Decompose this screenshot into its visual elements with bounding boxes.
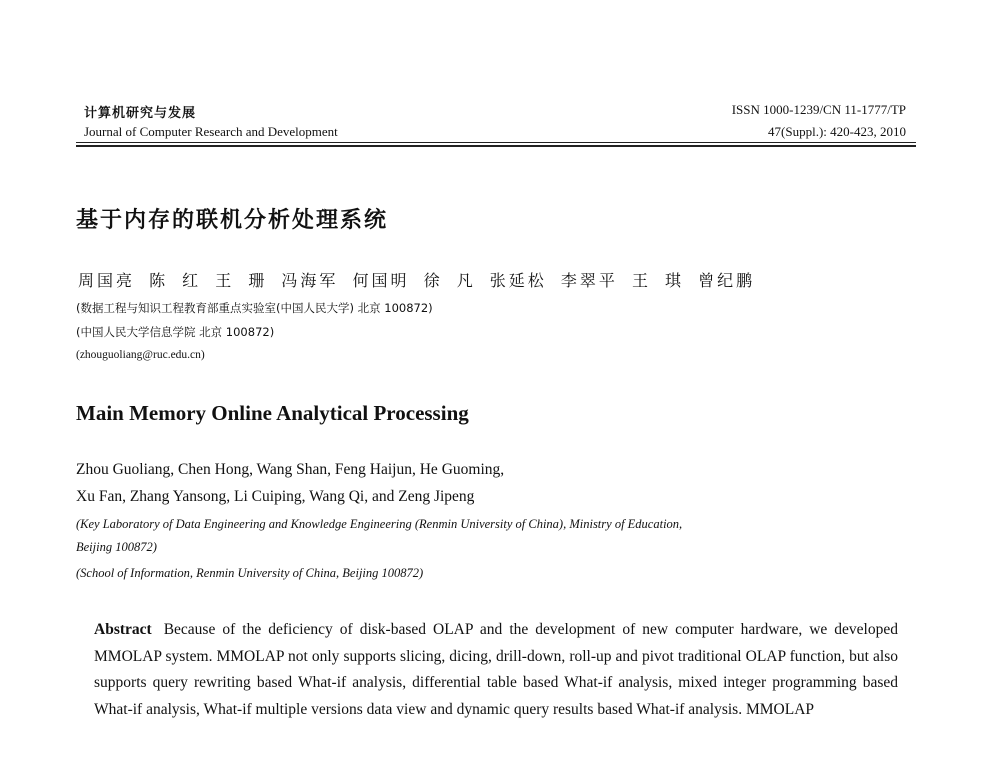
- issn-line: ISSN 1000-1239/CN 11-1777/TP: [731, 102, 906, 117]
- affiliation-english: Beijing 100872): [76, 540, 157, 554]
- abstract-label: Abstract: [94, 621, 152, 638]
- header-rule-thick: [76, 145, 916, 147]
- affiliation-chinese: (中国人民大学信息学院 北京 100872): [76, 325, 275, 339]
- author-list-english: Xu Fan, Zhang Yansong, Li Cuiping, Wang Qi, and Zeng Jipeng: [76, 488, 475, 505]
- author-list-english: Zhou Guoliang, Chen Hong, Wang Shan, Feng Haijun, He Guoming,: [76, 461, 505, 478]
- header-rule: [76, 142, 916, 143]
- affiliation-english: (Key Laboratory of Data Engineering and Knowledge Engineering (Renmin University of China), Ministry of Education,: [76, 517, 683, 531]
- affiliation-chinese: (数据工程与知识工程教育部重点实验室(中国人民大学) 北京 100872): [76, 301, 433, 315]
- author-list-chinese: 周国亮 陈 红 王 珊 冯海军 何国明 徐 凡 张延松 李翠平 王 琪 曾纪鹏: [78, 271, 756, 290]
- paper-title-chinese: 基于内存的联机分析处理系统: [76, 208, 389, 233]
- journal-name-english: Journal of Computer Research and Development: [84, 124, 338, 139]
- author-email: (zhouguoliang@ruc.edu.cn): [76, 349, 205, 361]
- journal-name-chinese: 计算机研究与发展: [84, 106, 197, 121]
- abstract: [94, 617, 898, 723]
- abstract-text: Because of the deficiency of disk-based OLAP and the development of new computer hardware, we developed MMOLAP system. MMOLAP not only supports slicing, dicing, drill-down, roll-up and pivot traditional OLAP function, but also supports query rewriting based What-if analysis, differential table based What-if analysis, mixed integer programming based What-if analysis, What-if multiple versions data view and dynamic query results based What-if analysis. MMOLAP: [94, 621, 898, 718]
- citation-line: 47(Suppl.): 420-423, 2010: [768, 124, 906, 139]
- affiliation-english: (School of Information, Renmin University of China, Beijing 100872): [76, 566, 424, 580]
- paper-title-english: Main Memory Online Analytical Processing: [76, 401, 469, 425]
